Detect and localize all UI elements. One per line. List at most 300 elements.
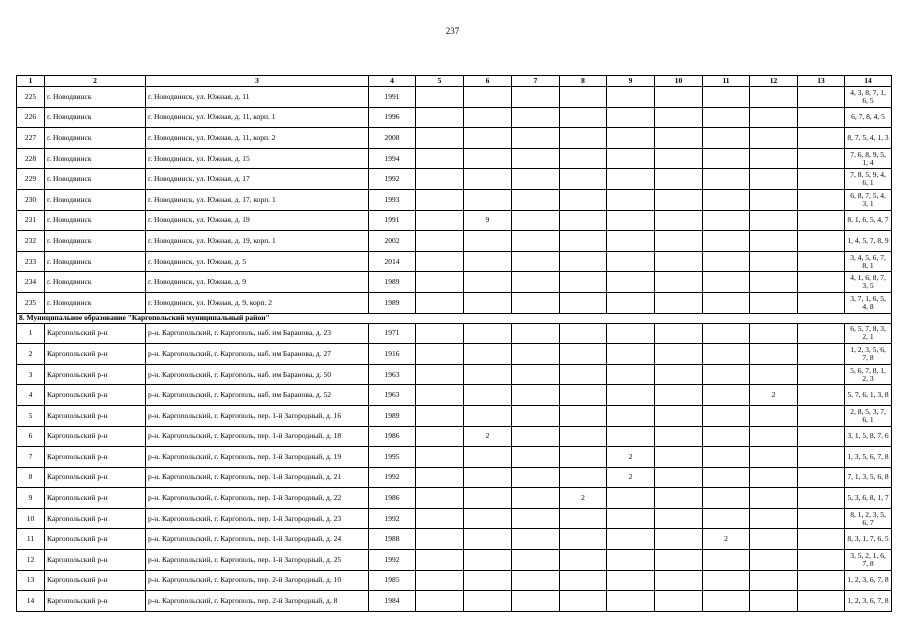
col-11 xyxy=(703,87,750,108)
table-row xyxy=(17,128,892,149)
col-9 xyxy=(607,405,655,426)
col-10 xyxy=(655,529,703,550)
col-12: 2 xyxy=(750,385,798,406)
section-header-row xyxy=(17,313,892,323)
col-6 xyxy=(464,467,512,488)
address: р-н. Каргопольский, г. Каргополь, наб. им Баранова, д. 27 xyxy=(146,344,369,365)
col-8 xyxy=(560,508,607,529)
col-7 xyxy=(512,323,560,344)
row-number: 10 xyxy=(17,508,45,529)
year-built: 1992 xyxy=(369,550,416,571)
col-5 xyxy=(416,128,464,149)
municipality: г. Новодвинск xyxy=(45,292,146,313)
col-12 xyxy=(750,364,798,385)
col-12 xyxy=(750,591,798,612)
column-header-6: 6 xyxy=(464,76,512,87)
col-10 xyxy=(655,323,703,344)
column-number-header xyxy=(17,76,892,87)
col-14-values: 6, 5, 7, 8, 3, 2, 1 xyxy=(845,323,892,344)
col-8 xyxy=(560,426,607,447)
row-number: 9 xyxy=(17,488,45,509)
col-7 xyxy=(512,570,560,591)
year-built: 1991 xyxy=(369,210,416,231)
col-5 xyxy=(416,364,464,385)
col-6 xyxy=(464,344,512,365)
col-8 xyxy=(560,344,607,365)
address: р-н. Каргопольский, г. Каргополь, пер. 1-й Загородный, д. 24 xyxy=(146,529,369,550)
col-13 xyxy=(798,405,845,426)
col-9 xyxy=(607,189,655,210)
col-10 xyxy=(655,508,703,529)
col-11 xyxy=(703,128,750,149)
col-11 xyxy=(703,148,750,169)
municipality: Каргопольский р-н xyxy=(45,385,146,406)
municipality: Каргопольский р-н xyxy=(45,508,146,529)
table-row xyxy=(17,272,892,293)
column-header-13: 13 xyxy=(798,76,845,87)
col-13 xyxy=(798,148,845,169)
col-7 xyxy=(512,148,560,169)
col-7 xyxy=(512,292,560,313)
col-10 xyxy=(655,591,703,612)
col-7 xyxy=(512,344,560,365)
col-13 xyxy=(798,107,845,128)
col-9: 2 xyxy=(607,447,655,468)
year-built: 1993 xyxy=(369,189,416,210)
year-built: 1992 xyxy=(369,508,416,529)
col-9 xyxy=(607,231,655,252)
municipality: г. Новодвинск xyxy=(45,189,146,210)
col-5 xyxy=(416,550,464,571)
col-6 xyxy=(464,272,512,293)
municipality: Каргопольский р-н xyxy=(45,529,146,550)
row-number: 14 xyxy=(17,591,45,612)
col-10 xyxy=(655,272,703,293)
col-10 xyxy=(655,344,703,365)
col-7 xyxy=(512,231,560,252)
year-built: 2002 xyxy=(369,231,416,252)
row-number: 2 xyxy=(17,344,45,365)
col-6 xyxy=(464,128,512,149)
column-header-10: 10 xyxy=(655,76,703,87)
col-14-values: 1, 4, 5, 7, 8, 9 xyxy=(845,231,892,252)
col-11 xyxy=(703,323,750,344)
col-8 xyxy=(560,385,607,406)
col-6 xyxy=(464,169,512,190)
col-11: 2 xyxy=(703,529,750,550)
municipality: г. Новодвинск xyxy=(45,231,146,252)
col-12 xyxy=(750,467,798,488)
section-title: 8. Муниципальное образование "Каргопольский муниципальный район" xyxy=(17,313,892,323)
col-9 xyxy=(607,529,655,550)
col-6: 2 xyxy=(464,426,512,447)
col-7 xyxy=(512,272,560,293)
col-10 xyxy=(655,385,703,406)
table-row xyxy=(17,344,892,365)
col-14-values: 1, 2, 3, 6, 7, 8 xyxy=(845,591,892,612)
col-7 xyxy=(512,385,560,406)
col-6 xyxy=(464,529,512,550)
col-6 xyxy=(464,251,512,272)
col-7 xyxy=(512,488,560,509)
year-built: 1985 xyxy=(369,570,416,591)
col-12 xyxy=(750,550,798,571)
col-6 xyxy=(464,231,512,252)
col-9 xyxy=(607,107,655,128)
municipality: Каргопольский р-н xyxy=(45,550,146,571)
row-number: 227 xyxy=(17,128,45,149)
row-number: 7 xyxy=(17,447,45,468)
col-9 xyxy=(607,591,655,612)
col-7 xyxy=(512,210,560,231)
table-row xyxy=(17,231,892,252)
year-built: 1989 xyxy=(369,405,416,426)
col-7 xyxy=(512,107,560,128)
col-10 xyxy=(655,364,703,385)
col-7 xyxy=(512,169,560,190)
col-12 xyxy=(750,344,798,365)
col-7 xyxy=(512,550,560,571)
col-13 xyxy=(798,231,845,252)
col-13 xyxy=(798,570,845,591)
col-10 xyxy=(655,128,703,149)
col-5 xyxy=(416,405,464,426)
col-9 xyxy=(607,385,655,406)
col-7 xyxy=(512,508,560,529)
address: р-н. Каргопольский, г. Каргополь, пер. 2-й Загородный, д. 10 xyxy=(146,570,369,591)
col-11 xyxy=(703,107,750,128)
address: р-н. Каргопольский, г. Каргополь, наб. им Баранова, д. 23 xyxy=(146,323,369,344)
col-12 xyxy=(750,272,798,293)
col-13 xyxy=(798,364,845,385)
col-12 xyxy=(750,405,798,426)
col-10 xyxy=(655,426,703,447)
municipality: Каргопольский р-н xyxy=(45,447,146,468)
col-11 xyxy=(703,550,750,571)
col-9 xyxy=(607,488,655,509)
municipality: Каргопольский р-н xyxy=(45,323,146,344)
col-9 xyxy=(607,364,655,385)
col-9 xyxy=(607,292,655,313)
col-13 xyxy=(798,251,845,272)
municipality: Каргопольский р-н xyxy=(45,344,146,365)
year-built: 1996 xyxy=(369,107,416,128)
col-5 xyxy=(416,467,464,488)
col-7 xyxy=(512,405,560,426)
col-11 xyxy=(703,189,750,210)
col-8 xyxy=(560,169,607,190)
col-10 xyxy=(655,550,703,571)
col-5 xyxy=(416,231,464,252)
col-8 xyxy=(560,364,607,385)
col-13 xyxy=(798,323,845,344)
year-built: 2008 xyxy=(369,128,416,149)
col-8 xyxy=(560,148,607,169)
col-9 xyxy=(607,148,655,169)
col-8 xyxy=(560,467,607,488)
col-14-values: 6, 7, 8, 4, 5 xyxy=(845,107,892,128)
col-11 xyxy=(703,385,750,406)
col-10 xyxy=(655,231,703,252)
col-13 xyxy=(798,210,845,231)
year-built: 1963 xyxy=(369,364,416,385)
col-7 xyxy=(512,529,560,550)
registry-table xyxy=(16,75,892,612)
municipality: г. Новодвинск xyxy=(45,87,146,108)
row-number: 228 xyxy=(17,148,45,169)
col-7 xyxy=(512,364,560,385)
col-13 xyxy=(798,292,845,313)
row-number: 230 xyxy=(17,189,45,210)
col-13 xyxy=(798,508,845,529)
col-8 xyxy=(560,550,607,571)
col-11 xyxy=(703,405,750,426)
col-8 xyxy=(560,591,607,612)
col-9 xyxy=(607,508,655,529)
address: г. Новодвинск, ул. Южная, д. 9 xyxy=(146,272,369,293)
col-14-values: 4, 3, 8, 7, 1, 6, 5 xyxy=(845,87,892,108)
col-14-values: 2, 8, 5, 3, 7, 6, 1 xyxy=(845,405,892,426)
table-row xyxy=(17,570,892,591)
year-built: 2014 xyxy=(369,251,416,272)
municipality: г. Новодвинск xyxy=(45,148,146,169)
municipality: Каргопольский р-н xyxy=(45,591,146,612)
col-6 xyxy=(464,148,512,169)
col-5 xyxy=(416,591,464,612)
col-10 xyxy=(655,292,703,313)
col-12 xyxy=(750,323,798,344)
row-number: 225 xyxy=(17,87,45,108)
col-12 xyxy=(750,148,798,169)
col-14-values: 1, 2, 3, 5, 6, 7, 8 xyxy=(845,344,892,365)
municipality: г. Новодвинск xyxy=(45,128,146,149)
col-5 xyxy=(416,251,464,272)
col-6 xyxy=(464,488,512,509)
municipality: Каргопольский р-н xyxy=(45,405,146,426)
col-11 xyxy=(703,292,750,313)
year-built: 1995 xyxy=(369,447,416,468)
address: г. Новодвинск, ул. Южная, д. 11, корп. 1 xyxy=(146,107,369,128)
year-built: 1971 xyxy=(369,323,416,344)
col-9 xyxy=(607,87,655,108)
col-6 xyxy=(464,447,512,468)
table-row xyxy=(17,323,892,344)
col-8 xyxy=(560,272,607,293)
address: р-н. Каргопольский, г. Каргополь, наб. им Баранова, д. 52 xyxy=(146,385,369,406)
municipality: г. Новодвинск xyxy=(45,107,146,128)
address: р-н. Каргопольский, г. Каргополь, пер. 1-й Загородный, д. 18 xyxy=(146,426,369,447)
col-13 xyxy=(798,189,845,210)
col-7 xyxy=(512,87,560,108)
col-9 xyxy=(607,169,655,190)
col-6 xyxy=(464,591,512,612)
col-12 xyxy=(750,107,798,128)
col-8 xyxy=(560,529,607,550)
col-5 xyxy=(416,210,464,231)
col-12 xyxy=(750,508,798,529)
municipality: Каргопольский р-н xyxy=(45,570,146,591)
col-5 xyxy=(416,169,464,190)
col-11 xyxy=(703,344,750,365)
column-header-4: 4 xyxy=(369,76,416,87)
col-7 xyxy=(512,128,560,149)
col-5 xyxy=(416,87,464,108)
col-14-values: 8, 1, 6, 5, 4, 7 xyxy=(845,210,892,231)
col-14-values: 7, 8, 5, 9, 4, 6, 1 xyxy=(845,169,892,190)
address: р-н. Каргопольский, г. Каргополь, пер. 1-й Загородный, д. 21 xyxy=(146,467,369,488)
table-row xyxy=(17,426,892,447)
address: р-н. Каргопольский, г. Каргополь, пер. 1-й Загородный, д. 16 xyxy=(146,405,369,426)
col-12 xyxy=(750,426,798,447)
row-number: 226 xyxy=(17,107,45,128)
col-5 xyxy=(416,148,464,169)
address: г. Новодвинск, ул. Южная, д. 19, корп. 1 xyxy=(146,231,369,252)
col-12 xyxy=(750,128,798,149)
year-built: 1988 xyxy=(369,529,416,550)
row-number: 5 xyxy=(17,405,45,426)
row-number: 233 xyxy=(17,251,45,272)
col-10 xyxy=(655,107,703,128)
col-12 xyxy=(750,570,798,591)
col-11 xyxy=(703,210,750,231)
table-row xyxy=(17,385,892,406)
year-built: 1994 xyxy=(369,148,416,169)
table-row xyxy=(17,467,892,488)
col-12 xyxy=(750,210,798,231)
page-number: 237 xyxy=(445,26,460,36)
col-14-values: 3, 4, 5, 6, 7, 8, 1 xyxy=(845,251,892,272)
col-6: 9 xyxy=(464,210,512,231)
col-11 xyxy=(703,231,750,252)
table-row xyxy=(17,591,892,612)
col-10 xyxy=(655,405,703,426)
address: г. Новодвинск, ул. Южная, д. 9, корп. 2 xyxy=(146,292,369,313)
address: г. Новодвинск, ул. Южная, д. 11 xyxy=(146,87,369,108)
address: р-н. Каргопольский, г. Каргополь, пер. 1-й Загородный, д. 22 xyxy=(146,488,369,509)
municipality: Каргопольский р-н xyxy=(45,364,146,385)
col-9 xyxy=(607,344,655,365)
col-8 xyxy=(560,231,607,252)
col-13 xyxy=(798,488,845,509)
col-6 xyxy=(464,87,512,108)
col-6 xyxy=(464,570,512,591)
address: р-н. Каргопольский, г. Каргополь, пер. 1-й Загородный, д. 19 xyxy=(146,447,369,468)
year-built: 1989 xyxy=(369,292,416,313)
address: р-н. Каргопольский, г. Каргополь, пер. 1-й Загородный, д. 23 xyxy=(146,508,369,529)
year-built: 1992 xyxy=(369,169,416,190)
municipality: Каргопольский р-н xyxy=(45,426,146,447)
col-12 xyxy=(750,251,798,272)
column-header-7: 7 xyxy=(512,76,560,87)
column-header-8: 8 xyxy=(560,76,607,87)
col-8 xyxy=(560,87,607,108)
row-number: 4 xyxy=(17,385,45,406)
col-14-values: 8, 1, 2, 3, 5, 6, 7 xyxy=(845,508,892,529)
col-8 xyxy=(560,210,607,231)
col-9 xyxy=(607,323,655,344)
col-10 xyxy=(655,169,703,190)
col-14-values: 1, 2, 3, 6, 7, 8 xyxy=(845,570,892,591)
table-row xyxy=(17,169,892,190)
col-6 xyxy=(464,508,512,529)
municipality: г. Новодвинск xyxy=(45,169,146,190)
col-5 xyxy=(416,426,464,447)
row-number: 232 xyxy=(17,231,45,252)
col-12 xyxy=(750,447,798,468)
col-10 xyxy=(655,87,703,108)
col-8 xyxy=(560,251,607,272)
column-header-9: 9 xyxy=(607,76,655,87)
col-9 xyxy=(607,251,655,272)
col-13 xyxy=(798,87,845,108)
col-11 xyxy=(703,570,750,591)
col-8 xyxy=(560,570,607,591)
table-row xyxy=(17,107,892,128)
col-13 xyxy=(798,272,845,293)
col-11 xyxy=(703,508,750,529)
col-5 xyxy=(416,570,464,591)
col-8 xyxy=(560,447,607,468)
col-6 xyxy=(464,107,512,128)
col-12 xyxy=(750,189,798,210)
address: г. Новодвинск, ул. Южная, д. 19 xyxy=(146,210,369,231)
col-14-values: 1, 3, 5, 6, 7, 8 xyxy=(845,447,892,468)
col-8 xyxy=(560,128,607,149)
row-number: 13 xyxy=(17,570,45,591)
col-9 xyxy=(607,210,655,231)
table-row xyxy=(17,488,892,509)
col-9 xyxy=(607,272,655,293)
col-6 xyxy=(464,385,512,406)
col-10 xyxy=(655,210,703,231)
table-row xyxy=(17,210,892,231)
col-13 xyxy=(798,467,845,488)
col-5 xyxy=(416,189,464,210)
column-header-11: 11 xyxy=(703,76,750,87)
col-5 xyxy=(416,323,464,344)
col-14-values: 5, 6, 7, 8, 1, 2, 3 xyxy=(845,364,892,385)
col-14-values: 8, 7, 5, 4, 1, 3 xyxy=(845,128,892,149)
col-6 xyxy=(464,405,512,426)
col-11 xyxy=(703,488,750,509)
col-13 xyxy=(798,591,845,612)
col-5 xyxy=(416,344,464,365)
col-11 xyxy=(703,467,750,488)
address: г. Новодвинск, ул. Южная, д. 17, корп. 1 xyxy=(146,189,369,210)
col-9 xyxy=(607,550,655,571)
year-built: 1989 xyxy=(369,272,416,293)
col-12 xyxy=(750,169,798,190)
col-5 xyxy=(416,447,464,468)
year-built: 1984 xyxy=(369,591,416,612)
col-10 xyxy=(655,189,703,210)
col-13 xyxy=(798,169,845,190)
col-12 xyxy=(750,529,798,550)
col-14-values: 6, 8, 7, 5, 4, 3, 1 xyxy=(845,189,892,210)
col-5 xyxy=(416,488,464,509)
col-9 xyxy=(607,128,655,149)
municipality: Каргопольский р-н xyxy=(45,467,146,488)
row-number: 1 xyxy=(17,323,45,344)
col-14-values: 5, 7, 6, 1, 3, 8 xyxy=(845,385,892,406)
address: г. Новодвинск, ул. Южная, д. 5 xyxy=(146,251,369,272)
col-5 xyxy=(416,529,464,550)
col-6 xyxy=(464,323,512,344)
col-13 xyxy=(798,344,845,365)
table-row xyxy=(17,87,892,108)
col-14-values: 3, 5, 2, 1, 6, 7, 8 xyxy=(845,550,892,571)
row-number: 8 xyxy=(17,467,45,488)
